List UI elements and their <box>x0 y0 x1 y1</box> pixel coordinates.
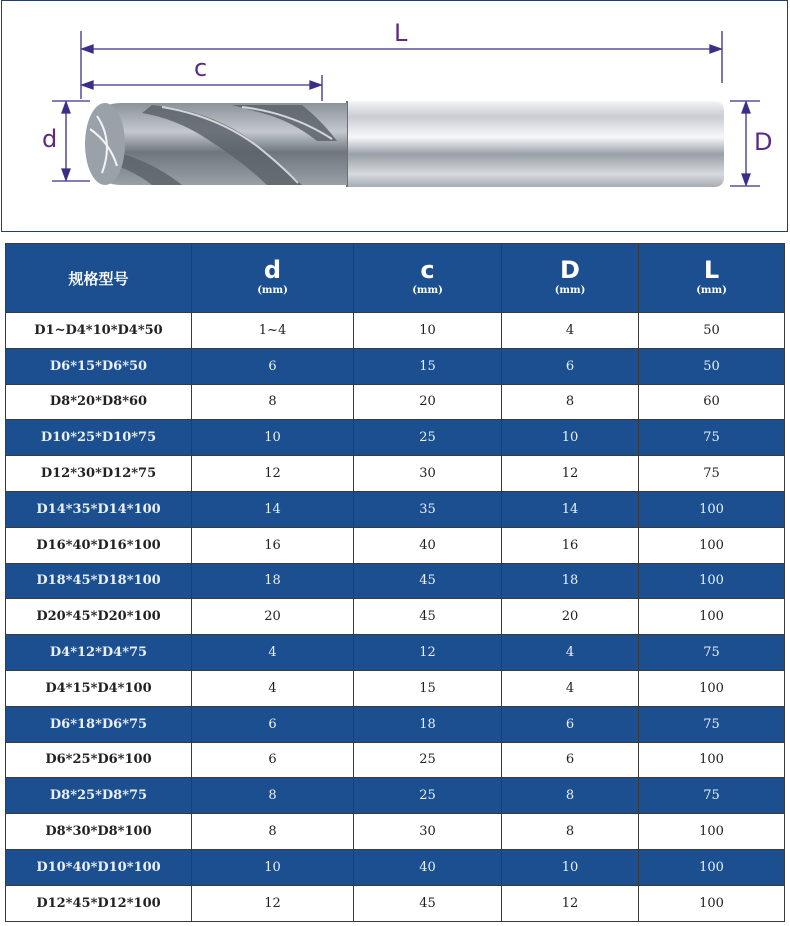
table-row <box>6 456 785 492</box>
cell-model: D18*45*D18*100 <box>6 563 192 599</box>
table-header-row <box>6 244 785 313</box>
cell-c: 15 <box>354 670 502 706</box>
cell-c: 18 <box>354 706 502 742</box>
column-header-c <box>354 244 502 313</box>
table-row <box>6 849 785 885</box>
cell-c: 40 <box>354 527 502 563</box>
table-row <box>6 635 785 671</box>
cell-d: 8 <box>192 814 354 850</box>
cell-D: 10 <box>502 420 639 456</box>
table-row <box>6 527 785 563</box>
table-row <box>6 563 785 599</box>
table-row <box>6 384 785 420</box>
table-row <box>6 599 785 635</box>
cell-model: D8*30*D8*100 <box>6 814 192 850</box>
column-symbol: d <box>263 256 282 284</box>
cell-L: 75 <box>639 706 785 742</box>
cell-model: D8*25*D8*75 <box>6 778 192 814</box>
diameter-d-label: d <box>42 125 58 153</box>
cell-model: D1~D4*10*D4*50 <box>6 313 192 349</box>
table-row <box>6 742 785 778</box>
cell-c: 10 <box>354 313 502 349</box>
model-column-header: 规格型号 <box>6 244 192 313</box>
cell-L: 60 <box>639 384 785 420</box>
cell-L: 100 <box>639 885 785 921</box>
column-header-D <box>502 244 639 313</box>
table-row <box>6 313 785 349</box>
cell-D: 20 <box>502 599 639 635</box>
cell-c: 45 <box>354 885 502 921</box>
cell-model: D4*12*D4*75 <box>6 635 192 671</box>
cell-D: 16 <box>502 527 639 563</box>
cell-L: 75 <box>639 456 785 492</box>
cell-D: 18 <box>502 563 639 599</box>
cell-L: 50 <box>639 313 785 349</box>
cell-d: 10 <box>192 849 354 885</box>
length-L-label: L <box>394 19 408 47</box>
cell-D: 12 <box>502 885 639 921</box>
cell-c: 35 <box>354 491 502 527</box>
cell-D: 6 <box>502 706 639 742</box>
cell-D: 12 <box>502 456 639 492</box>
cell-D: 10 <box>502 849 639 885</box>
shank-D-label: D <box>754 128 773 156</box>
column-symbol: c <box>420 256 435 284</box>
cell-c: 12 <box>354 635 502 671</box>
cell-D: 8 <box>502 814 639 850</box>
cell-model: D20*45*D20*100 <box>6 599 192 635</box>
cell-L: 100 <box>639 742 785 778</box>
cell-D: 4 <box>502 670 639 706</box>
cell-d: 6 <box>192 742 354 778</box>
cell-D: 6 <box>502 742 639 778</box>
cell-D: 8 <box>502 778 639 814</box>
cell-L: 100 <box>639 527 785 563</box>
cell-L: 100 <box>639 599 785 635</box>
cell-L: 75 <box>639 635 785 671</box>
column-unit: (mm) <box>554 285 586 296</box>
cell-c: 15 <box>354 348 502 384</box>
column-symbol: L <box>703 256 720 284</box>
cell-model: D8*20*D8*60 <box>6 384 192 420</box>
table-body <box>6 313 785 922</box>
column-header-d <box>192 244 354 313</box>
column-header-L <box>639 244 785 313</box>
cell-c: 25 <box>354 420 502 456</box>
cell-c: 30 <box>354 456 502 492</box>
cell-D: 4 <box>502 313 639 349</box>
column-unit: (mm) <box>412 285 443 296</box>
cell-d: 12 <box>192 885 354 921</box>
cell-c: 25 <box>354 778 502 814</box>
cell-L: 100 <box>639 814 785 850</box>
table-row <box>6 778 785 814</box>
cell-d: 18 <box>192 563 354 599</box>
cell-d: 8 <box>192 384 354 420</box>
cell-D: 6 <box>502 348 639 384</box>
cell-d: 8 <box>192 778 354 814</box>
cell-D: 8 <box>502 384 639 420</box>
table-row <box>6 885 785 921</box>
cell-D: 14 <box>502 491 639 527</box>
cell-d: 14 <box>192 491 354 527</box>
cell-model: D14*35*D14*100 <box>6 491 192 527</box>
cell-model: D10*25*D10*75 <box>6 420 192 456</box>
table-row <box>6 706 785 742</box>
cell-d: 6 <box>192 348 354 384</box>
cell-D: 4 <box>502 635 639 671</box>
cell-model: D6*18*D6*75 <box>6 706 192 742</box>
cell-model: D16*40*D16*100 <box>6 527 192 563</box>
column-unit: (mm) <box>257 285 288 296</box>
cell-d: 4 <box>192 670 354 706</box>
cell-L: 100 <box>639 491 785 527</box>
cell-L: 50 <box>639 348 785 384</box>
cell-model: D6*15*D6*50 <box>6 348 192 384</box>
cell-L: 75 <box>639 778 785 814</box>
spec-table <box>5 243 785 922</box>
cell-d: 1~4 <box>192 313 354 349</box>
cut-length-c-label: c <box>194 54 208 82</box>
cell-d: 6 <box>192 706 354 742</box>
cell-L: 100 <box>639 670 785 706</box>
shank-body <box>347 101 724 187</box>
tool-drawing-panel <box>1 0 788 232</box>
cell-L: 100 <box>639 563 785 599</box>
cell-d: 10 <box>192 420 354 456</box>
table-row <box>6 348 785 384</box>
cell-c: 45 <box>354 563 502 599</box>
cell-d: 4 <box>192 635 354 671</box>
cell-d: 12 <box>192 456 354 492</box>
cell-c: 40 <box>354 849 502 885</box>
cell-L: 100 <box>639 849 785 885</box>
column-unit: (mm) <box>696 285 727 296</box>
table-row <box>6 491 785 527</box>
cell-d: 20 <box>192 599 354 635</box>
cell-model: D6*25*D6*100 <box>6 742 192 778</box>
cell-L: 75 <box>639 420 785 456</box>
cell-model: D12*45*D12*100 <box>6 885 192 921</box>
cell-model: D4*15*D4*100 <box>6 670 192 706</box>
table-row <box>6 670 785 706</box>
cell-d: 16 <box>192 527 354 563</box>
table-row <box>6 814 785 850</box>
cell-c: 45 <box>354 599 502 635</box>
cell-c: 30 <box>354 814 502 850</box>
cell-c: 20 <box>354 384 502 420</box>
cell-model: D10*40*D10*100 <box>6 849 192 885</box>
table-row <box>6 420 785 456</box>
column-symbol: D <box>560 256 580 284</box>
cell-model: D12*30*D12*75 <box>6 456 192 492</box>
cell-c: 25 <box>354 742 502 778</box>
